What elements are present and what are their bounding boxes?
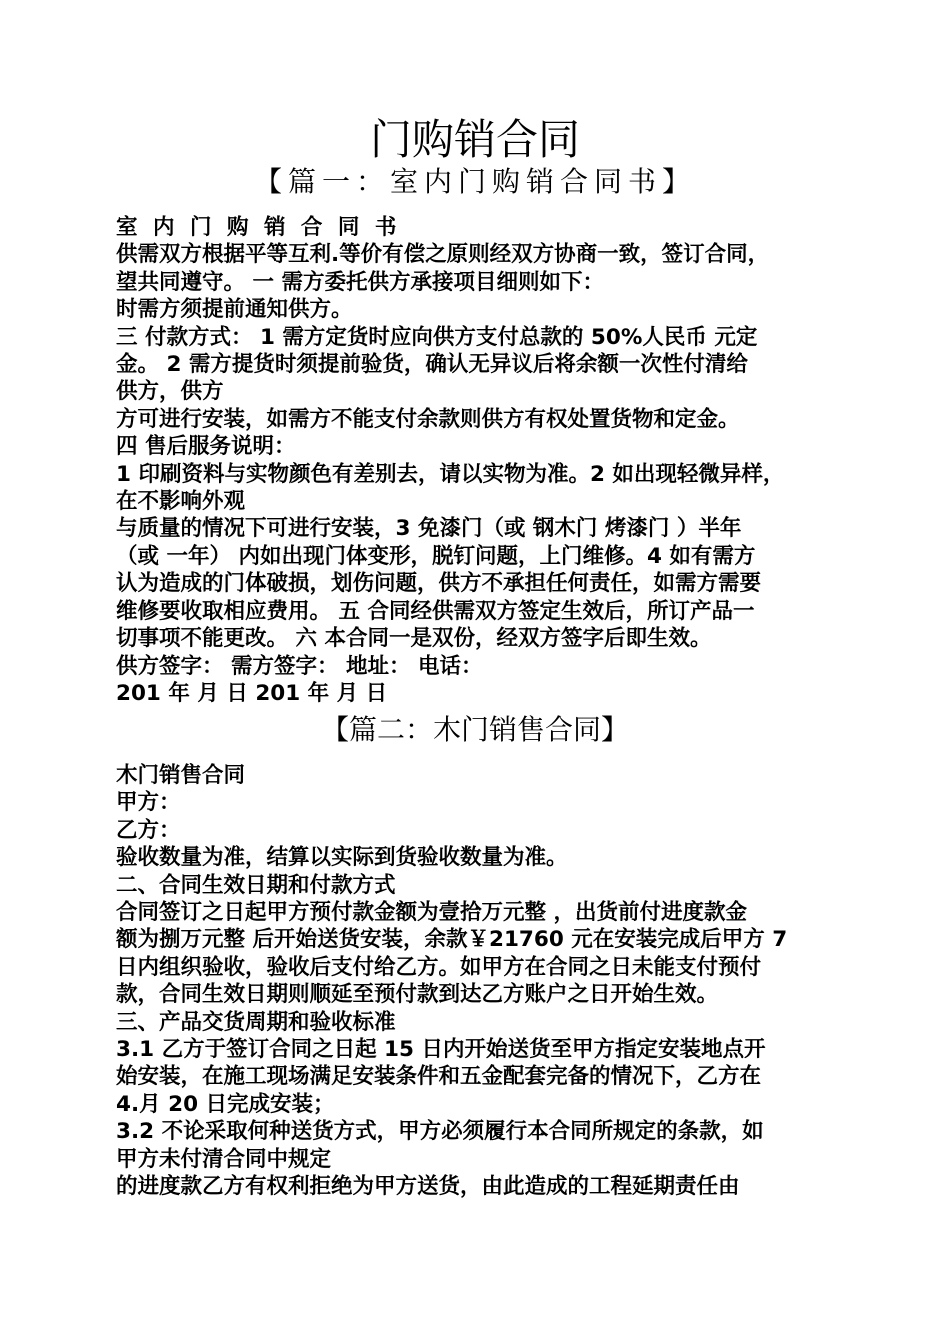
part1-heading: 【篇一：室内门购销合同书】: [253, 165, 696, 198]
section-heading: 三、产品交货周期和验收标准: [116, 1009, 396, 1035]
part1-line: 金。 2 需方提货时须提前验货，确认无异议后将余额一次性付清给: [116, 352, 748, 378]
part1-line: 1 印刷资料与实物颜色有差别去，请以实物为准。2 如出现轻微异样，: [116, 461, 785, 487]
part2-line: 3.1 乙方于签订合同之日起 15 日内开始送货至甲方指定安装地点开: [116, 1037, 766, 1063]
part2-line: 款，合同生效日期则顺延至预付款到达乙方账户之日开始生效。: [116, 982, 719, 1008]
part1-line: 时需方须提前通知供方。: [116, 297, 353, 323]
part1-line: 方可进行安装，如需方不能支付余款则供方有权处置货物和定金。: [116, 406, 740, 432]
part1-line: 与质量的情况下可进行安装，3 免漆门（或 钢木门 烤漆门 ）半年: [116, 516, 742, 542]
part2-line: 额为捌万元整 后开始送货安装，余款￥21760 元在安装完成后甲方 7: [116, 927, 788, 953]
part2-line: 合同签订之日起甲方预付款金额为壹拾万元整 ，出货前付进度款金: [116, 900, 747, 926]
part2-line: 验收数量为准，结算以实际到货验收数量为准。: [116, 845, 568, 871]
signature-line: 供方签字： 需方签字： 地址： 电话：: [116, 653, 483, 679]
part1-line: （或 一年） 内如出现门体变形，脱钉问题，上门维修。4 如有需方: [116, 543, 756, 569]
part1-line: 四 售后服务说明：: [116, 434, 296, 460]
part1-line: 供方，供方: [116, 379, 224, 405]
part2-heading: 【篇二：木门销售合同】: [320, 713, 629, 746]
part2-line: 3.2 不论采取何种送货方式，甲方必须履行本合同所规定的条款，如: [116, 1119, 764, 1145]
part1-line: 切事项不能更改。 六 本合同一是双份，经双方签字后即生效。: [116, 626, 712, 652]
part1-line: 在不影响外观: [116, 489, 246, 515]
part2-line: 木门销售合同: [116, 763, 246, 788]
section-heading: 二、合同生效日期和付款方式: [116, 872, 396, 898]
date-line: 201 年 月 日 201 年 月 日: [116, 680, 388, 706]
part2-line: 日内组织验收，验收后支付给乙方。如甲方在合同之日未能支付预付: [116, 954, 762, 980]
part1-line: 认为造成的门体破损，划伤问题，供方不承担任何责任，如需方需要: [116, 571, 762, 597]
part2-body: [116, 762, 856, 1201]
party-a-line: 甲方：: [116, 790, 181, 816]
part2-line: 4.月 20 日完成安装；: [116, 1091, 335, 1117]
part1-line: 三 付款方式： 1 需方定货时应向供方支付总款的 50%人民币 元定: [116, 324, 758, 350]
part2-line: 的进度款乙方有权利拒绝为甲方送货，由此造成的工程延期责任由: [116, 1174, 740, 1200]
part1-line: 室 内 门 购 销 合 同 书: [116, 215, 401, 240]
part1-line: 维修要收取相应费用。 五 合同经供需双方签定生效后，所订产品一: [116, 598, 755, 624]
part1-body: [116, 214, 856, 707]
part2-line: 甲方未付清合同中规定: [116, 1146, 332, 1172]
part2-line: 始安装，在施工现场满足安装条件和五金配套完备的情况下，乙方在: [116, 1064, 762, 1090]
document-title: 门购销合同: [369, 115, 580, 164]
part1-line: 供需双方根据平等互利.等价有偿之原则经双方协商一致，签订合同，: [116, 242, 770, 268]
party-b-line: 乙方：: [116, 817, 181, 843]
part1-line: 望共同遵守。 一 需方委托供方承接项目细则如下：: [116, 269, 604, 295]
